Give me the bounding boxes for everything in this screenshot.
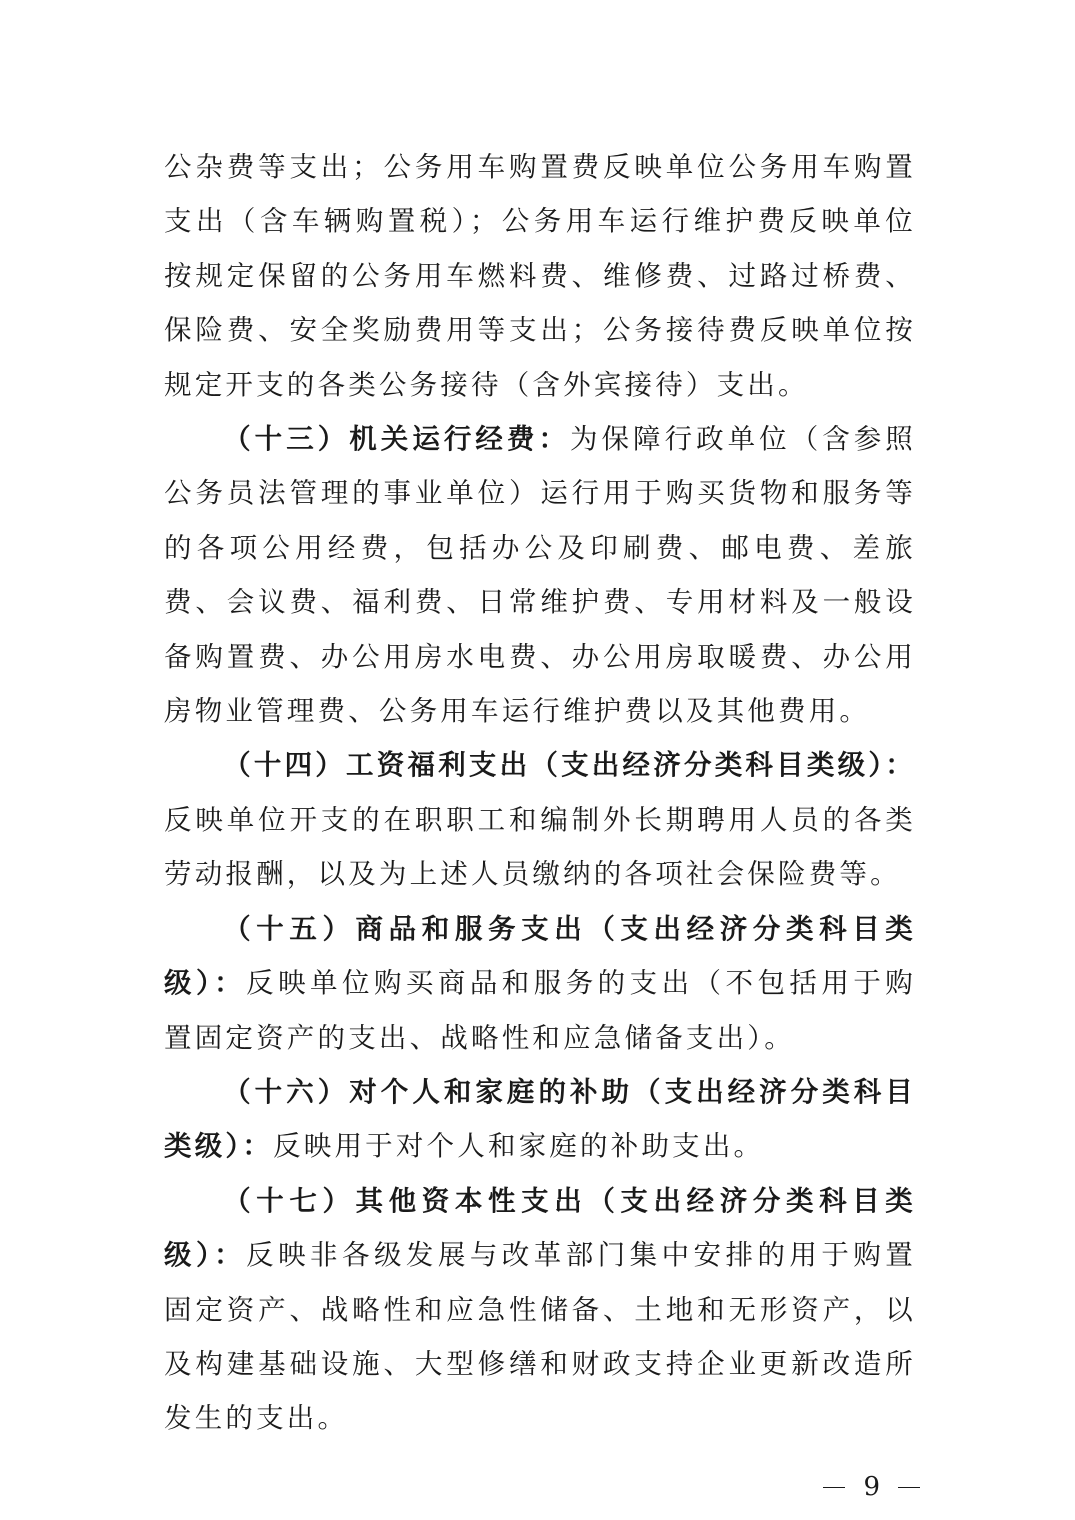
paragraph-section-17 (164, 1174, 916, 1446)
paragraph-text: 为保障行政单位（含参照公务员法管理的事业单位）运行用于购买货物和服务等的各项公用经费，包括办公及印刷费、邮电费、差旅费、会议费、福利费、日常维护费、专用材料及一般设备购置费、办公用房水电费、办公用房取暖费、办公用房物业管理费、公务用车运行维护费以及其他费用。 (164, 423, 917, 728)
page-number-footer (800, 1467, 920, 1507)
paragraph-continuation (164, 140, 916, 412)
page-number: 9 (863, 1472, 880, 1502)
paragraph-text: 反映单位购买商品和服务的支出（不包括用于购置固定资产的支出、战略性和应急储备支出）。 (164, 967, 916, 1054)
body-text (164, 140, 916, 1446)
paragraph-text: 反映非各级发展与改革部门集中安排的用于购置固定资产、战略性和应急性储备、土地和无形资产，以及构建基础设施、大型修缮和财政支持企业更新改造所发生的支出。 (164, 1239, 916, 1435)
section-heading-14: （十四）工资福利支出（支出经济分类科目类级）： (223, 749, 916, 782)
section-heading-16: （十六）对个人和家庭的补助（支出经济分类科目类级）： (164, 1075, 916, 1163)
paragraph-section-15 (164, 902, 916, 1065)
paragraph-section-16 (164, 1065, 916, 1174)
paragraph-text: 反映单位开支的在职职工和编制外长期聘用人员的各类劳动报酬，以及为上述人员缴纳的各项社会保险费等。 (164, 803, 916, 891)
paragraph-section-14 (164, 738, 916, 901)
dash-right (898, 1487, 920, 1488)
section-heading-17: （十七）其他资本性支出（支出经济分类科目类级）： (164, 1184, 916, 1272)
paragraph-text: 公杂费等支出；公务用车购置费反映单位公务用车购置支出（含车辆购置税）；公务用车运行维护费反映单位按规定保留的公务用车燃料费、维修费、过路过桥费、保险费、安全奖励费用等支出；公务接待费反映单位按规定开支的各类公务接待（含外宾接待）支出。 (164, 151, 916, 401)
section-heading-13: （十三）机关运行经费： (223, 423, 570, 456)
dash-left (823, 1487, 845, 1488)
paragraph-text: 反映用于对个人和家庭的补助支出。 (273, 1130, 765, 1163)
paragraph-section-13 (164, 412, 916, 738)
section-heading-15: （十五）商品和服务支出（支出经济分类科目类级）： (164, 912, 916, 1000)
